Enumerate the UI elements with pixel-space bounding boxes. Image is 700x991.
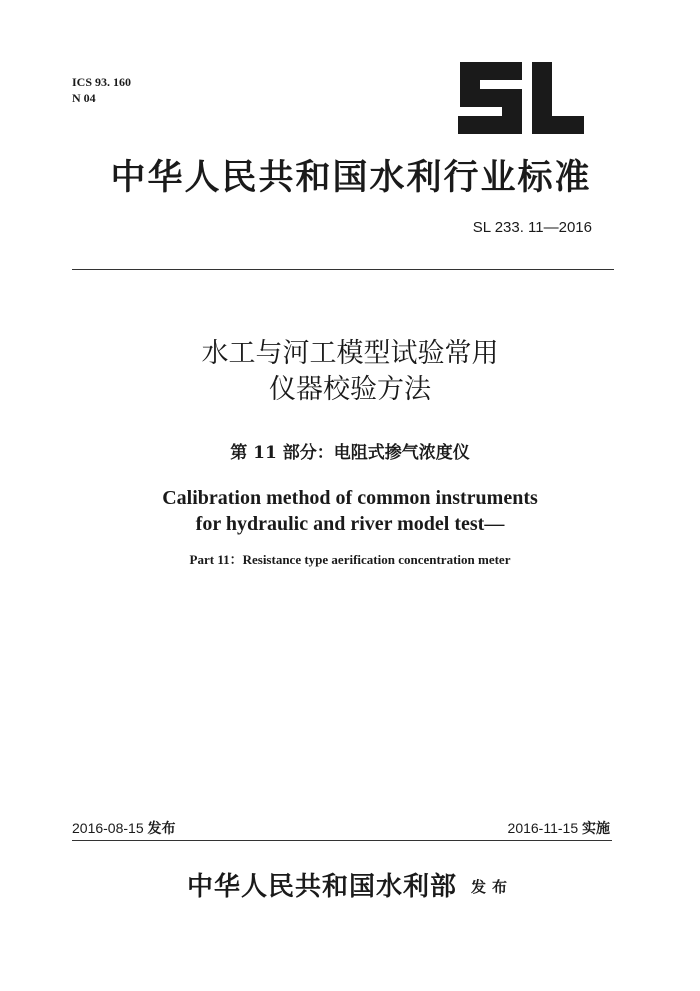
issuer	[100, 866, 600, 903]
sl-logo	[452, 58, 586, 138]
ics-code: ICS 93. 160	[72, 75, 132, 89]
en-title	[90, 485, 610, 537]
implement-date-label: 实施	[582, 821, 610, 837]
issuer-verb: 发布	[471, 878, 514, 896]
cn-title-line1: 水工与河工模型试验常用	[201, 338, 499, 369]
issue-date-value: 2016-08-15	[72, 820, 144, 836]
classification-codes	[72, 74, 131, 106]
cn-subtitle: 第 11 部分：电阻式掺气浓度仪	[230, 443, 470, 463]
footer-divider	[72, 840, 612, 841]
cn-title-line2: 仪器校验方法	[269, 374, 431, 405]
implement-date-value: 2016-11-15	[507, 820, 579, 836]
implement-date	[508, 818, 610, 838]
en-subtitle: Part 11：Resistance type aerification concentration meter	[189, 552, 511, 567]
cn-title	[100, 336, 600, 408]
issuer-name: 中华人民共和国水利部	[186, 872, 457, 902]
org-title: 中华人民共和国水利行业标准	[110, 158, 592, 198]
standard-number: SL 233. 11—2016	[472, 219, 592, 236]
issue-date	[72, 818, 176, 838]
issue-date-label: 发布	[147, 821, 176, 837]
en-title-line2: for hydraulic and river model test—	[195, 513, 505, 535]
en-title-line1: Calibration method of common instruments	[162, 487, 538, 509]
header-divider	[72, 269, 614, 270]
ccs-code: N 04	[72, 91, 96, 105]
